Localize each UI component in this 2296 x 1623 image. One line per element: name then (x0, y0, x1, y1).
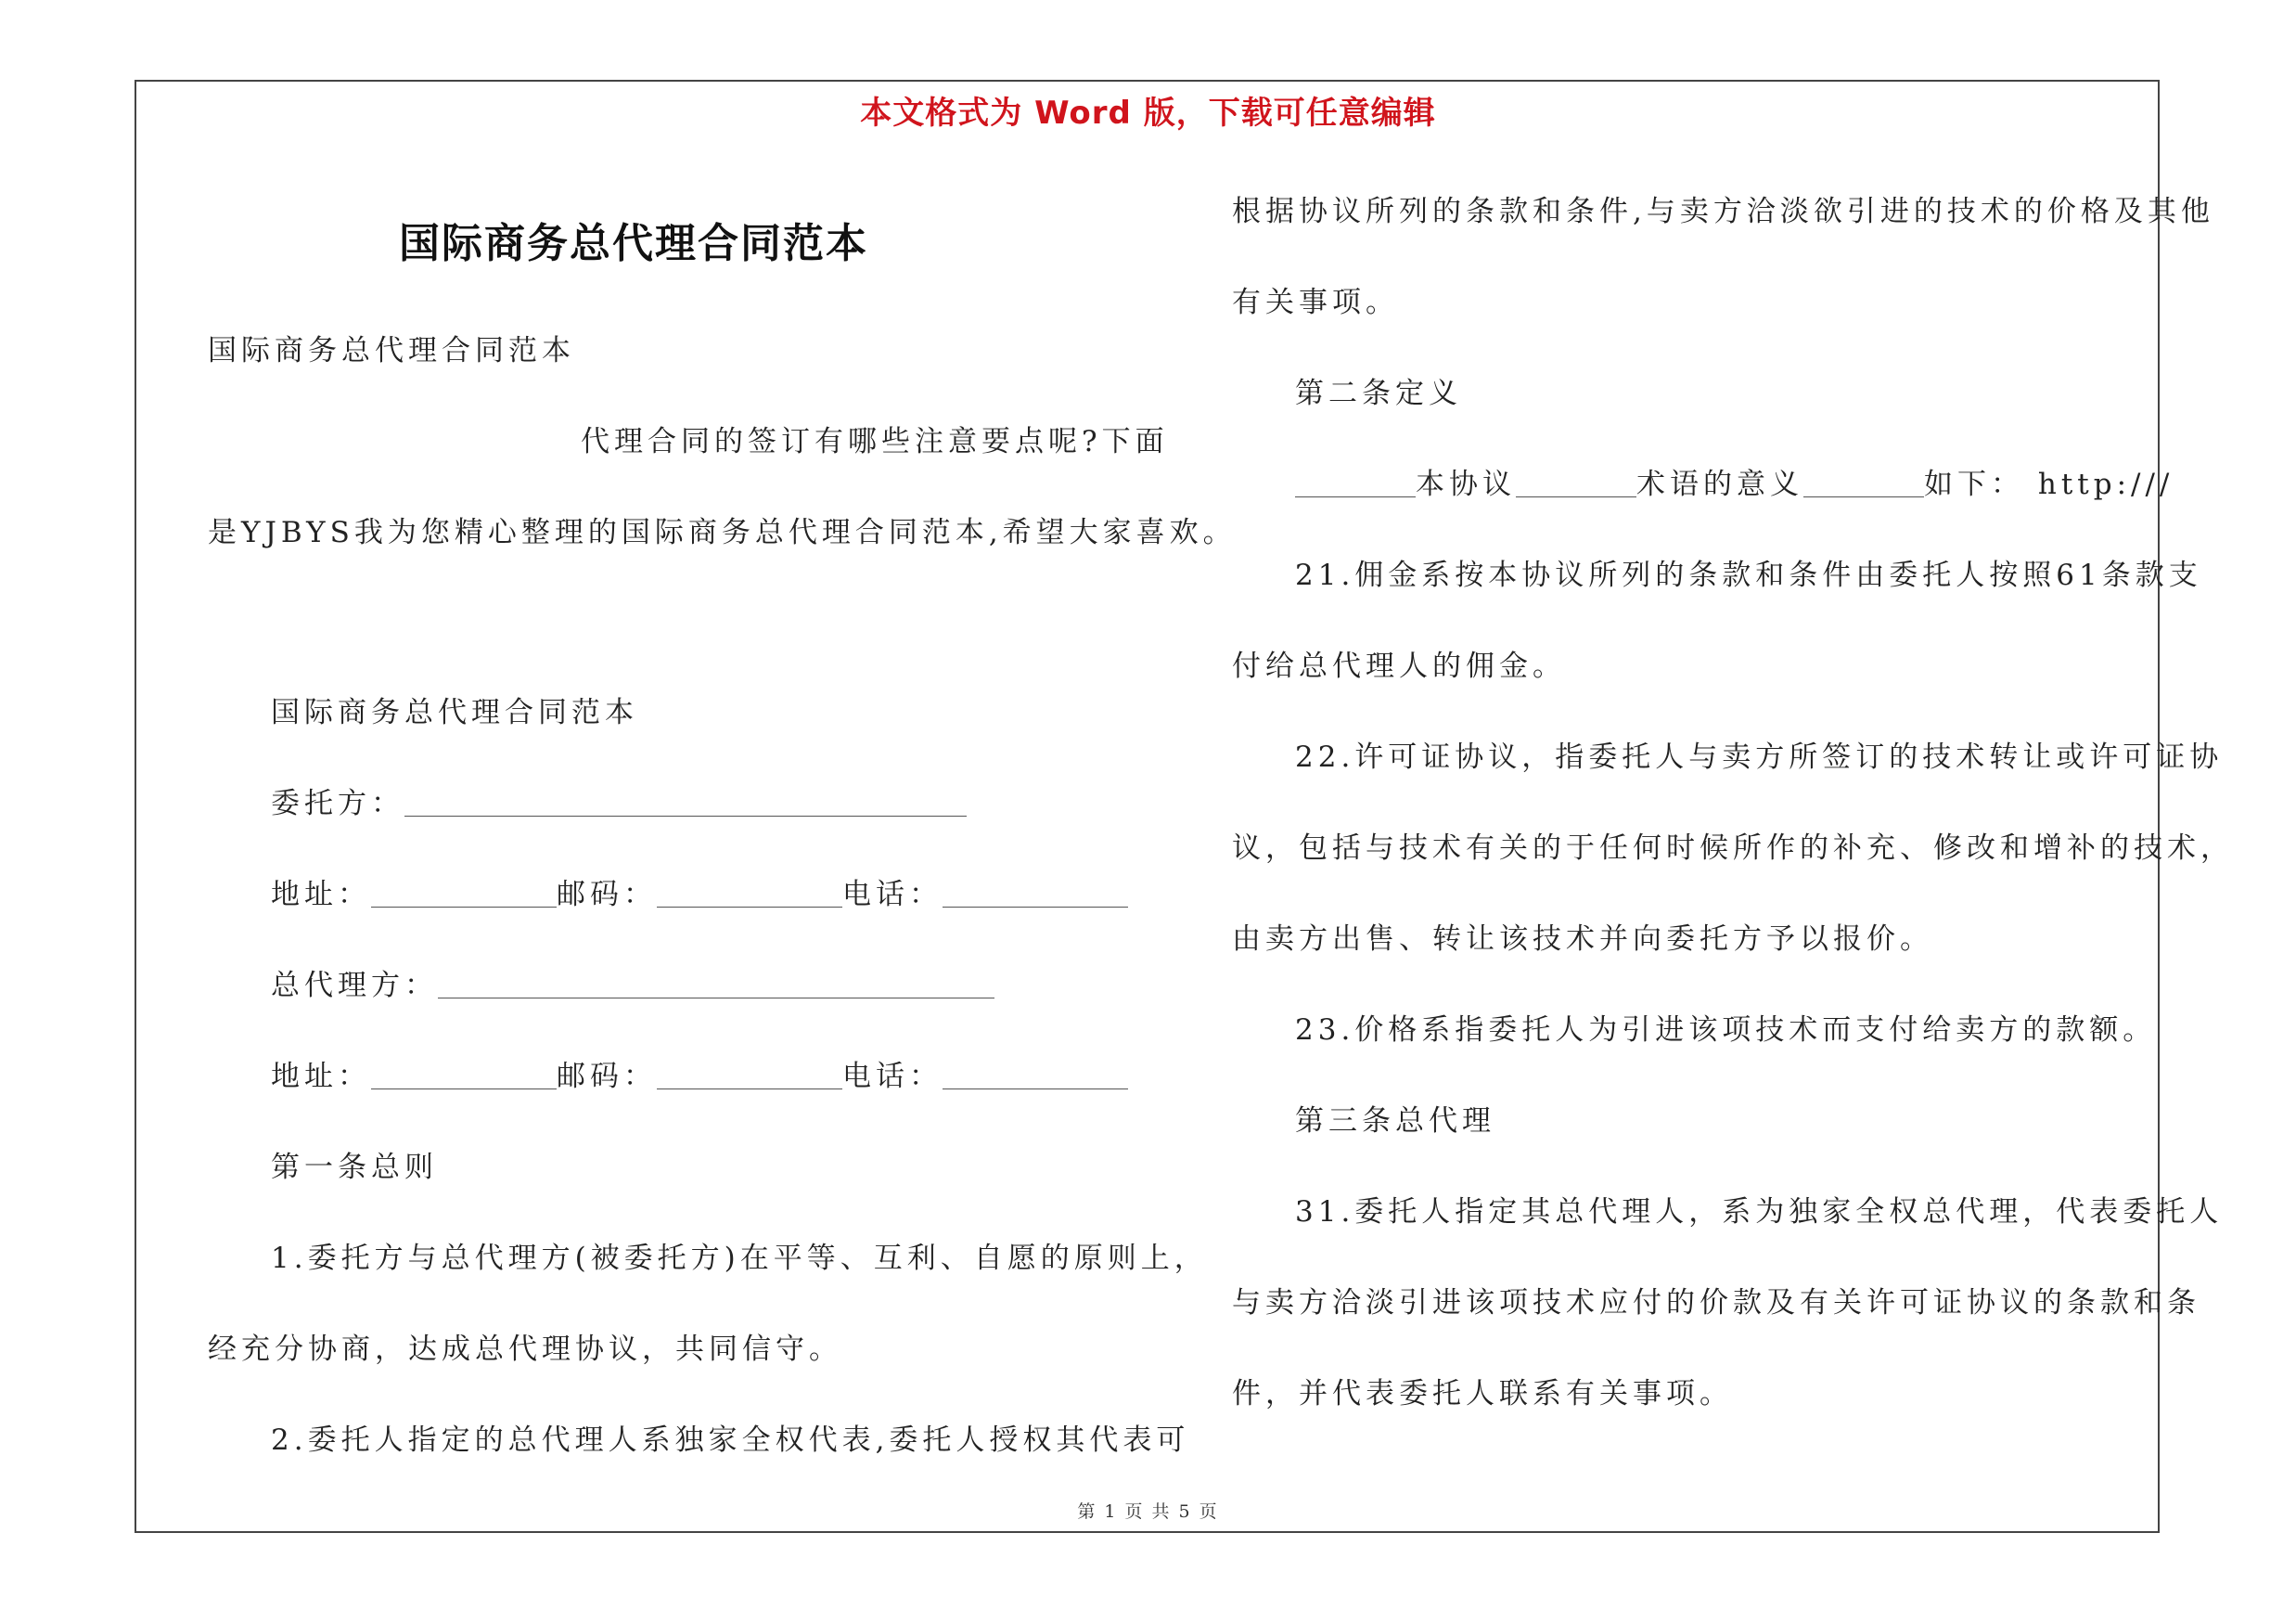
agent-blank (438, 970, 994, 998)
document-title: 国际商务总代理合同范本 (399, 220, 868, 267)
clause-31-line-1: 31.委托人指定其总代理人，系为独家全权总代理，代表委托人 (1295, 1195, 2224, 1229)
clause-22-line-2: 议，包括与技术有关的于任何时候所作的补充、修改和增补的技术， (1232, 831, 2234, 865)
format-banner: 本文格式为 Word 版，下载可任意编辑 (860, 95, 1436, 132)
phone-label: 电话： (842, 878, 943, 911)
agent-address-row (271, 1058, 1128, 1095)
address-blank (371, 1061, 557, 1089)
client-label: 委托方： (271, 787, 404, 820)
address-label: 地址： (271, 1060, 371, 1093)
postcode-blank (657, 1061, 842, 1089)
intro-line-1: 代理合同的签订有哪些注意要点呢?下面 (581, 425, 1169, 458)
phone-label: 电话： (842, 1060, 943, 1093)
phone-blank (943, 879, 1128, 908)
clause-1-line-1: 1.委托方与总代理方(被委托方)在平等、互利、自愿的原则上， (271, 1242, 1208, 1275)
client-blank (404, 788, 967, 817)
page-footer: 第 1 页 共 5 页 (1077, 1501, 1219, 1522)
client-row (271, 785, 967, 822)
clause-1-line-2: 经充分协商，达成总代理协议，共同信守。 (208, 1333, 842, 1366)
def-blank-1 (1295, 469, 1416, 497)
clause-2-line-1: 2.委托人指定的总代理人系独家全权代表,委托人授权其代表可 (271, 1423, 1190, 1457)
right-line-2: 有关事项。 (1232, 286, 1399, 319)
def-text-b: 术语的意义 (1636, 468, 1803, 501)
intro-line-2: 是YJBYS我为您精心整理的国际商务总代理合同范本,希望大家喜欢。 (208, 516, 1237, 549)
phone-blank (943, 1061, 1128, 1089)
postcode-blank (657, 879, 842, 908)
clause-21-line-2: 付给总代理人的佣金。 (1232, 650, 1566, 683)
agent-row (271, 967, 994, 1004)
clause-31-line-3: 件，并代表委托人联系有关事项。 (1232, 1377, 1733, 1410)
agent-label: 总代理方： (271, 969, 438, 1002)
clause-22-line-1: 22.许可证协议，指委托人与卖方所签订的技术转让或许可证协 (1295, 741, 2224, 774)
left-subtitle: 国际商务总代理合同范本 (208, 334, 575, 367)
definition-row (1295, 466, 2174, 503)
def-blank-3 (1803, 469, 1924, 497)
right-line-1: 根据协议所列的条款和条件,与卖方洽淡欲引进的技术的价格及其他 (1232, 195, 2214, 228)
postcode-label: 邮码： (557, 1060, 657, 1093)
clause-31-line-2: 与卖方洽淡引进该项技术应付的价款及有关许可证协议的条款和条 (1232, 1286, 2200, 1320)
client-address-row (271, 876, 1128, 913)
def-text-c: 如下： (1924, 468, 2024, 501)
article-2-heading: 第二条定义 (1295, 377, 1462, 410)
article-3-heading: 第三条总代理 (1295, 1104, 1495, 1138)
def-url: http:/// (2037, 468, 2174, 501)
contract-heading: 国际商务总代理合同范本 (271, 696, 638, 729)
clause-22-line-3: 由卖方出售、转让该技术并向委托方予以报价。 (1232, 922, 1933, 956)
def-text-a: 本协议 (1416, 468, 1516, 501)
clause-21-line-1: 21.佣金系按本协议所列的条款和条件由委托人按照61条款支 (1295, 559, 2202, 592)
def-blank-2 (1516, 469, 1636, 497)
clause-23: 23.价格系指委托人为引进该项技术而支付给卖方的款额。 (1295, 1013, 2157, 1047)
article-1-heading: 第一条总则 (271, 1151, 438, 1184)
address-label: 地址： (271, 878, 371, 911)
address-blank (371, 879, 557, 908)
postcode-label: 邮码： (557, 878, 657, 911)
